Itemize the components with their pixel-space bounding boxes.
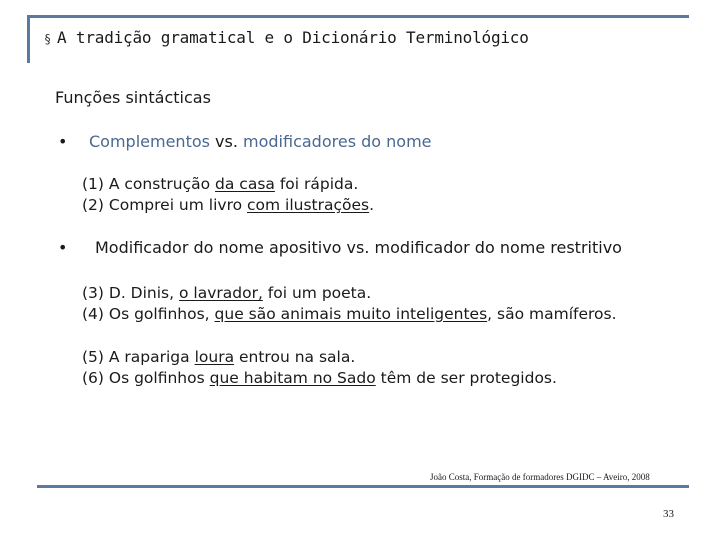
example-3-pre: (3) D. Dinis, <box>82 284 179 302</box>
example-3-underlined: o lavrador, <box>178 284 263 302</box>
bullet-dot-icon: • <box>58 238 68 257</box>
example-3 <box>82 283 371 304</box>
page-number: 33 <box>663 508 674 520</box>
example-1 <box>82 174 358 195</box>
example-1-pre: (1) A construção <box>82 175 216 193</box>
bullet-dot-icon: • <box>58 132 68 151</box>
example-5-underlined: loura <box>194 348 235 366</box>
example-4 <box>82 304 617 325</box>
example-4-post: , são mamíferos. <box>487 305 617 323</box>
footer-credit: João Costa, Formação de formadores DGIDC – Aveiro, 2008 <box>430 472 650 482</box>
example-2-underlined: com ilustrações <box>247 196 370 214</box>
example-2 <box>82 195 374 216</box>
example-4-pre: (4) Os golfinhos, <box>82 305 215 323</box>
example-4-underlined: que são animais muito inteligentes <box>214 305 488 323</box>
example-2-pre: (2) Comprei um livro <box>82 196 248 214</box>
example-1-post: foi rápida. <box>274 175 359 193</box>
example-6-underlined: que habitam no Sado <box>209 369 376 387</box>
bullet-text-2: Modificador do nome apositivo vs. modificador do nome restritivo <box>95 238 622 257</box>
slide-title-text: A tradição gramatical e o Dicionário Terminológico <box>57 28 529 47</box>
section-heading: Funções sintácticas <box>55 88 211 107</box>
example-6 <box>82 368 557 389</box>
example-5-post: entrou na sala. <box>234 348 356 366</box>
example-2-post: . <box>369 196 375 214</box>
example-6-post: têm de ser protegidos. <box>375 369 557 387</box>
example-3-post: foi um poeta. <box>262 284 372 302</box>
example-1-underlined: da casa <box>215 175 275 193</box>
bullet-text-1-part1: Complementos <box>89 132 216 151</box>
section-bullet-icon: § <box>44 32 52 46</box>
example-6-pre: (6) Os golfinhos <box>82 369 210 387</box>
bullet-text-1-part3: modificadores do nome <box>237 132 432 151</box>
slide-title <box>44 28 529 47</box>
example-5 <box>82 347 355 368</box>
footer-divider <box>37 485 689 488</box>
example-5-pre: (5) A rapariga <box>82 348 195 366</box>
bullet-text-1-vs: vs. <box>215 132 238 151</box>
bullet-text-1 <box>89 132 432 151</box>
